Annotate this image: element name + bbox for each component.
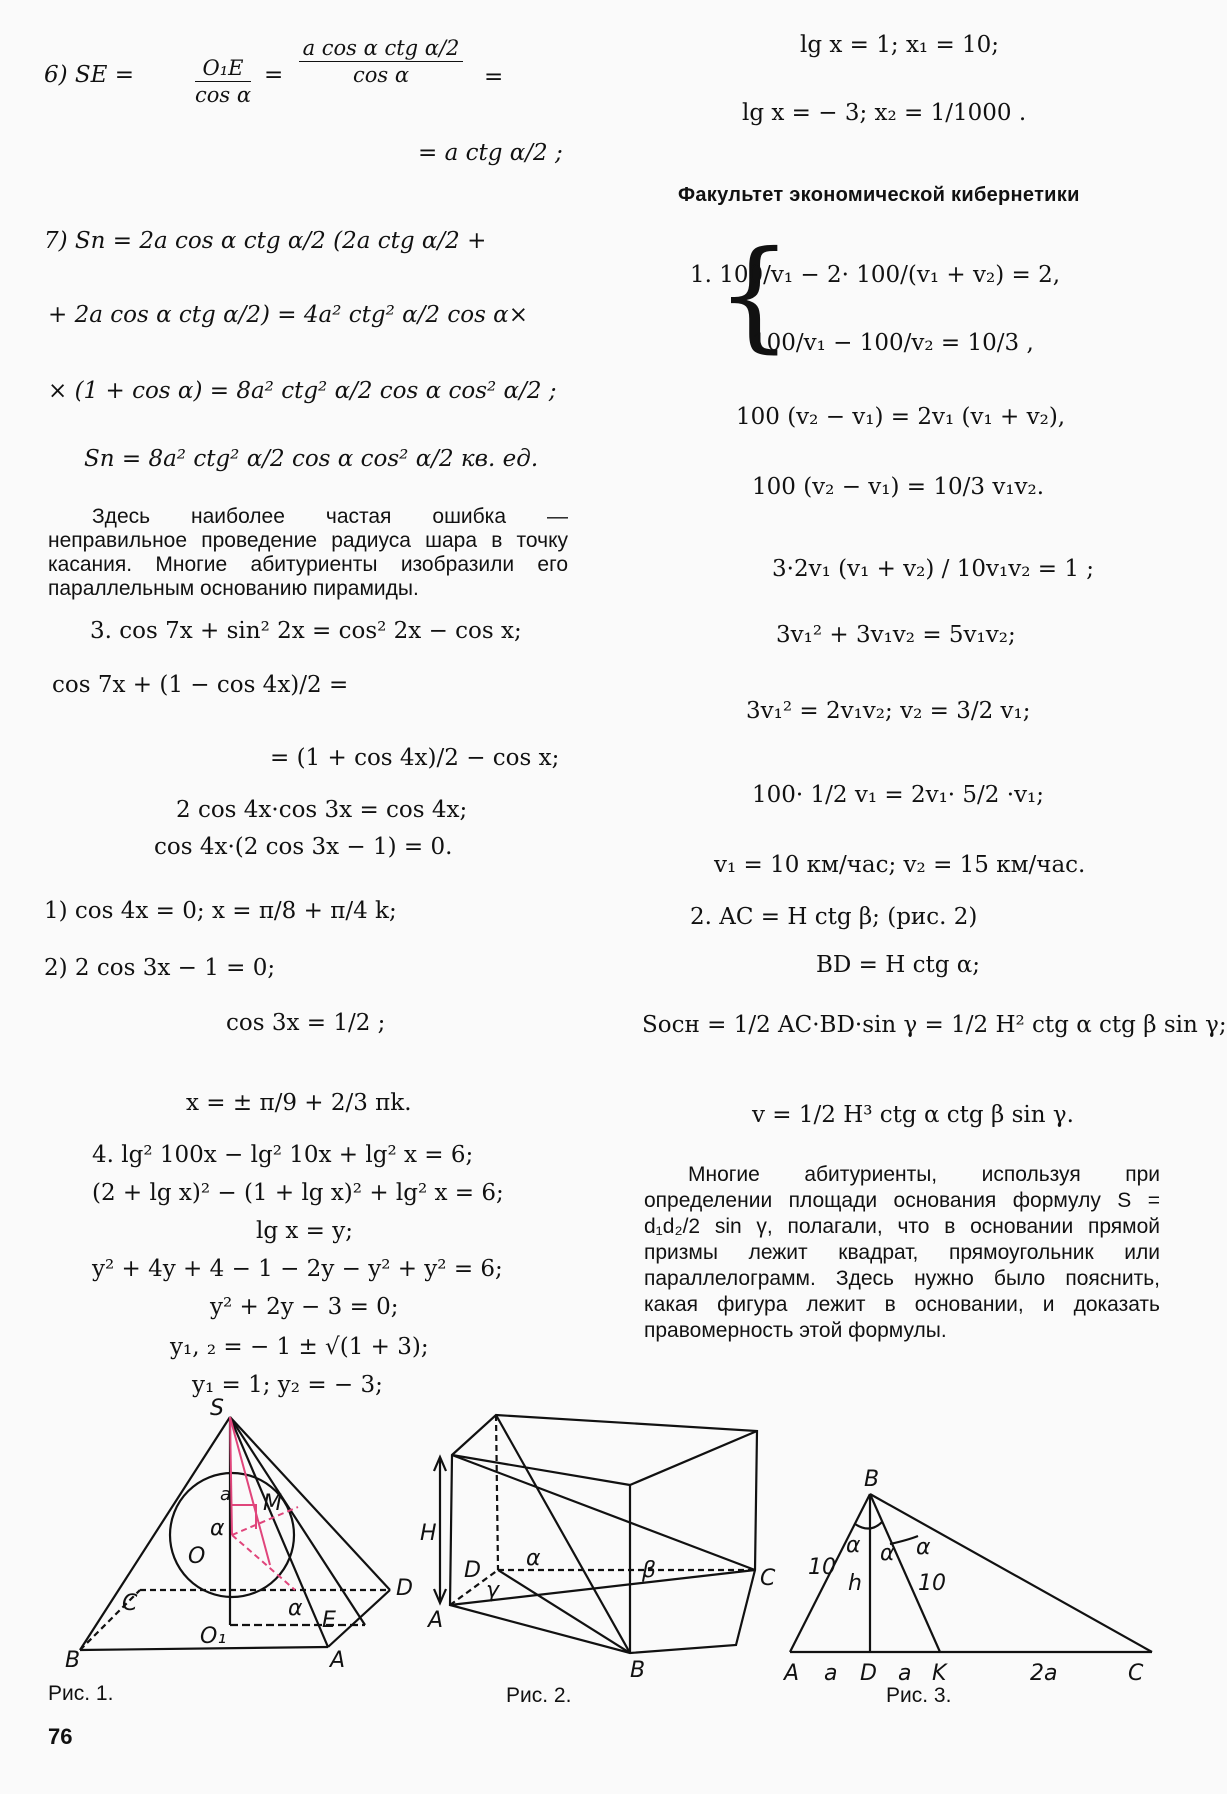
fig3-label-alpha1: α — [846, 1533, 861, 1558]
log-solution-1: lg x = 1; x₁ = 10; — [800, 32, 1000, 58]
figure-3-triangle — [780, 1462, 1180, 1687]
fig1-label-o1: O₁ — [200, 1624, 227, 1649]
velocity-step4: 3v₁² + 3v₁v₂ = 5v₁v₂; — [776, 622, 1016, 648]
fig2-label-b: B — [630, 1658, 646, 1683]
log-solution-2: lg x = − 3; x₂ = 1/1000 . — [742, 100, 1027, 126]
section-heading: Факультет экономической кибернетики — [678, 184, 1080, 206]
problem-3-step2: = (1 + cos 4x)/2 − cos x; — [270, 745, 560, 771]
fig3-label-h: h — [848, 1571, 862, 1596]
fig1-label-s: S — [210, 1396, 224, 1421]
eq-7-result: Sп = 8a² ctg² α/2 cos α cos² α/2 кв. ед. — [84, 446, 539, 472]
problem-3-cos3x: cos 3x = 1/2 ; — [226, 1010, 386, 1036]
page-number: 76 — [48, 1724, 73, 1749]
problem-4-statement: 4. lg² 100x − lg² 10x + lg² x = 6; — [92, 1142, 474, 1168]
velocity-step5: 3v₁² = 2v₁v₂; v₂ = 3/2 v₁; — [746, 698, 1031, 724]
fig1-label-o: O — [188, 1544, 206, 1569]
eq-7-line3: × (1 + cos α) = 8a² ctg² α/2 cos α cos² α/2 ; — [48, 378, 557, 404]
paragraph-error-note: Здесь наиболее частая ошибка — неправильное проведение радиуса шара в точку касания. Многие абитуриенты изобразили его параллельным основанию пирамиды. — [48, 505, 568, 600]
system-brace: { — [716, 226, 793, 365]
fig3-label-a1: a — [824, 1661, 838, 1686]
problem-4-step2: y² + 4y + 4 − 1 − 2y − y² + y² = 6; — [92, 1256, 503, 1282]
problem-4-values: y₁ = 1; y₂ = − 3; — [192, 1372, 383, 1398]
problem-3-case2: 2) 2 cos 3x − 1 = 0; — [44, 955, 276, 981]
eq-6-dash: = — [484, 64, 504, 90]
problem-3-step1: cos 7x + (1 − cos 4x)/2 = — [52, 672, 349, 698]
fig3-label-a-vertex: A — [784, 1661, 800, 1686]
eq-6-frac1: $\frac{\text{O₁E}}{\text{cos α}}$ — [194, 56, 252, 107]
fig2-label-c: C — [760, 1566, 776, 1591]
velocity-step2: 100 (v₂ − v₁) = 10/3 v₁v₂. — [752, 474, 1045, 500]
fig3-label-10b: 10 — [918, 1571, 946, 1596]
problem-4-roots: y₁, ₂ = − 1 ± √(1 + 3); — [170, 1334, 429, 1360]
prism-volume: v = 1/2 H³ ctg α ctg β sin γ. — [752, 1102, 1074, 1128]
fig3-label-2a: 2a — [1030, 1661, 1058, 1686]
fig2-label-gamma: γ — [486, 1578, 500, 1603]
figure-2-caption: Рис. 2. — [506, 1684, 572, 1707]
paragraph-prism-note: Многие абитуриенты, используя при определении площади основания формулу S = d₁d₂/2 sin γ, полагали, что в основании прямой призмы лежит квадрат, прямоугольник или параллелограмм. Здесь нужно было пояснить, какая фигура лежит в основании, и доказать правомерность этой формулы. — [644, 1163, 1160, 1342]
fig3-label-a2: a — [898, 1661, 912, 1686]
figure-3-caption: Рис. 3. — [886, 1684, 952, 1707]
fig3-label-10a: 10 — [808, 1555, 836, 1580]
fig2-label-a: A — [428, 1608, 444, 1633]
fig1-label-d: D — [396, 1576, 413, 1601]
fig3-label-k: K — [932, 1661, 947, 1686]
problem-4-step3: y² + 2y − 3 = 0; — [210, 1294, 399, 1320]
velocity-answer: v₁ = 10 км/час; v₂ = 15 км/час. — [714, 852, 1086, 878]
fig1-label-alpha2: α — [288, 1596, 303, 1621]
problem-3-step4: cos 4x·(2 cos 3x − 1) = 0. — [154, 834, 453, 860]
figure-2-prism — [420, 1405, 780, 1683]
problem-3-case1: 1) cos 4x = 0; x = π/8 + π/4 k; — [44, 898, 397, 924]
fig1-label-a: a — [220, 1484, 232, 1505]
system-eq1: 1. 100/v₁ − 2· 100/(v₁ + v₂) = 2, — [690, 262, 1061, 288]
fig2-label-beta: β — [642, 1558, 657, 1583]
fig1-label-alpha: α — [210, 1516, 225, 1541]
problem-3-answer: x = ± π/9 + 2/3 πk. — [186, 1090, 412, 1116]
eq-6-result: = a ctg α/2 ; — [418, 140, 563, 166]
prism-ac: 2. AC = H ctg β; (рис. 2) — [690, 904, 978, 930]
fig3-label-c: C — [1128, 1661, 1144, 1686]
fig1-label-m: M — [263, 1491, 282, 1516]
figure-1-pyramid — [60, 1396, 420, 1673]
fig2-label-alpha: α — [526, 1546, 541, 1571]
eq-7-line2: + 2a cos α ctg α/2) = 4a² ctg² α/2 cos α× — [48, 302, 528, 328]
problem-3-statement: 3. cos 7x + sin² 2x = cos² 2x − cos x; — [90, 618, 522, 644]
fig3-label-b: B — [864, 1467, 880, 1492]
fig2-label-d: D — [464, 1558, 481, 1583]
fig3-label-alpha3: α — [916, 1535, 931, 1560]
fig1-label-a-vertex: A — [330, 1648, 346, 1673]
fig1-label-b: B — [65, 1648, 81, 1673]
fig1-label-c: C — [122, 1591, 138, 1616]
eq-6-prefix: 6) SE = — [44, 62, 135, 88]
fig1-label-e: E — [322, 1608, 336, 1633]
eq-6-frac2: $\frac{\text{a cos α ctg α/2}}{\text{cos α}}$ — [286, 36, 476, 87]
problem-3-step3: 2 cos 4x·cos 3x = cos 4x; — [176, 797, 468, 823]
prism-bd: BD = H ctg α; — [816, 952, 981, 978]
system-eq2: 100/v₁ − 100/v₂ = 10/3 , — [752, 330, 1034, 356]
fig3-label-alpha2: α — [880, 1541, 895, 1566]
problem-4-sub: lg x = y; — [256, 1218, 353, 1244]
fig2-label-h: H — [420, 1521, 437, 1546]
figure-1-caption: Рис. 1. — [48, 1682, 114, 1705]
velocity-step3: 3·2v₁ (v₁ + v₂) / 10v₁v₂ = 1 ; — [772, 556, 1095, 582]
velocity-step6: 100· 1/2 v₁ = 2v₁· 5/2 ·v₁; — [752, 782, 1045, 808]
eq-7-line1: 7) Sп = 2a cos α ctg α/2 (2a ctg α/2 + — [44, 228, 487, 254]
fig3-label-d: D — [860, 1661, 877, 1686]
velocity-step1: 100 (v₂ − v₁) = 2v₁ (v₁ + v₂), — [736, 404, 1066, 430]
prism-area: Sосн = 1/2 AC·BD·sin γ = 1/2 H² ctg α ctg β sin γ; — [642, 1012, 1227, 1038]
eq-6-eq: = — [264, 62, 284, 88]
problem-4-step1: (2 + lg x)² − (1 + lg x)² + lg² x = 6; — [92, 1180, 504, 1206]
